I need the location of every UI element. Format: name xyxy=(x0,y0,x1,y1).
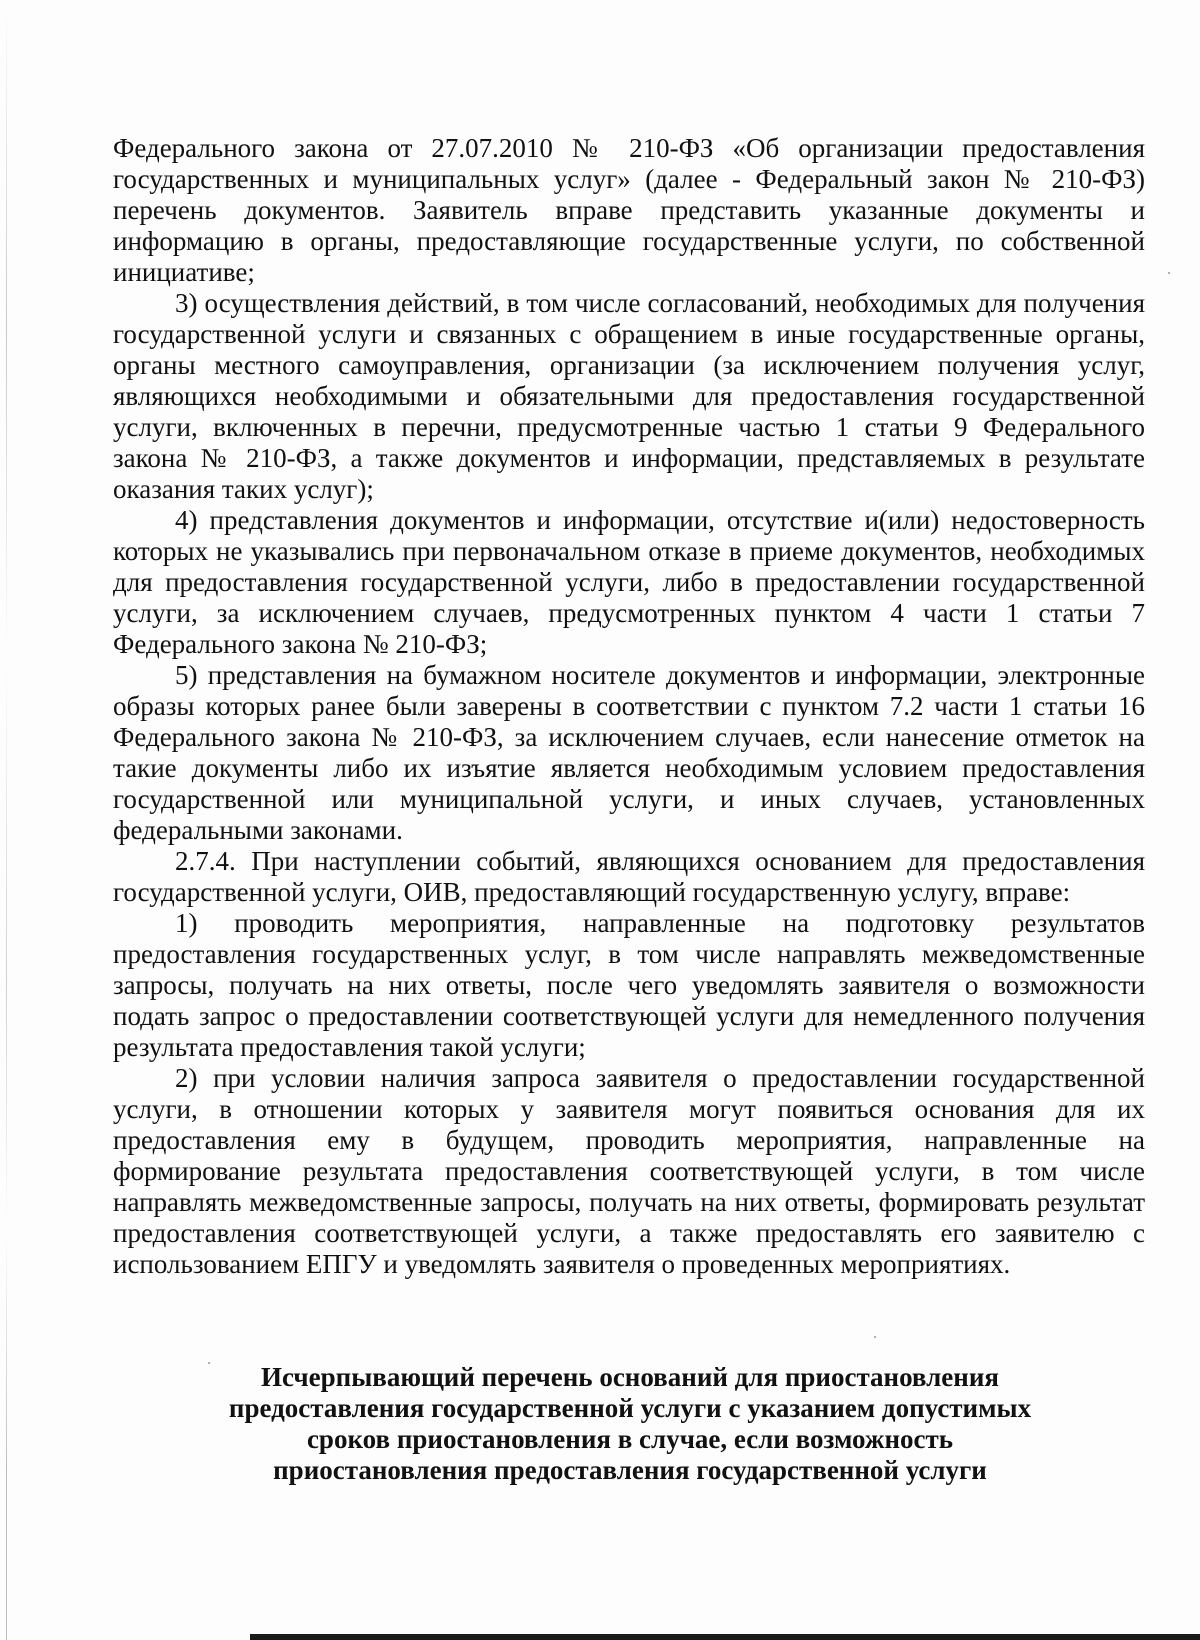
body-text xyxy=(113,133,1145,1280)
paragraph-subitem-1: 1) проводить мероприятия, направленные на подготовку результатов предоставления государственных услуг, в том числе направлять межведомственные запросы, получать на них ответы, после чего уведомлять заявителя о возможности подать запрос о предоставлении соответствующей услуги для немедленного получения результата предоставления такой услуги; xyxy=(113,908,1145,1062)
scan-speck xyxy=(874,1336,876,1338)
paragraph-continuation: Федерального закона от 27.07.2010 № 210-ФЗ «Об организации предоставления государственных и муниципальных услуг» (далее - Федеральный закон № 210-ФЗ) перечень документов. Заявитель вправе представить указанные документы и информацию в органы, предоставляющие государственные услуги, по собственной инициативе; xyxy=(113,133,1145,287)
scan-edge-left xyxy=(6,0,7,1640)
heading-line-3: сроков приостановления в случае, если возможность xyxy=(306,1424,954,1454)
paragraph-item-5: 5) представления на бумажном носителе документов и информации, электронные образы которых ранее были заверены в соответствии с пунктом 7.2 части 1 статьи 16 Федерального закона № 210-ФЗ, за исключением случаев, если нанесение отметок на такие документы либо их изъятие является необходимым условием предоставления государственной или муниципальной услуги, и иных случаев, установленных федеральными законами. xyxy=(113,660,1145,845)
scan-speck xyxy=(208,1362,210,1364)
paragraph-item-3: 3) осуществления действий, в том числе согласований, необходимых для получения государственной услуги и связанных с обращением в иные государственные органы, органы местного самоуправления, организации (за исключением получения услуг, являющихся необходимыми и обязательными для предоставления государственной услуги, включенных в перечни, предусмотренные частью 1 статьи 9 Федерального закона № 210-ФЗ, а также документов и информации, представляемых в результате оказания таких услуг); xyxy=(113,288,1145,504)
scan-speck xyxy=(1168,272,1170,274)
heading-line-4: приостановления предоставления государственной услуги xyxy=(273,1455,987,1485)
heading-line-1: Исчерпывающий перечень оснований для приостановления xyxy=(260,1362,1000,1392)
heading-line-2: предоставления государственной услуги с указанием допустимых xyxy=(228,1393,1032,1423)
scan-edge-bottom xyxy=(250,1634,1200,1640)
paragraph-clause-2-7-4: 2.7.4. При наступлении событий, являющихся основанием для предоставления государственной услуги, ОИВ, предоставляющий государственную услугу, вправе: xyxy=(113,846,1145,907)
section-heading xyxy=(180,1362,1080,1486)
paragraph-item-4: 4) представления документов и информации, отсутствие и(или) недостоверность которых не указывались при первоначальном отказе в приеме документов, необходимых для предоставления государственной услуги, либо в предоставлении государственной услуги, за исключением случаев, предусмотренных пунктом 4 части 1 статьи 7 Федерального закона № 210-ФЗ; xyxy=(113,505,1145,659)
paragraph-subitem-2: 2) при условии наличия запроса заявителя о предоставлении государственной услуги, в отношении которых у заявителя могут появиться основания для их предоставления ему в будущем, проводить мероприятия, направленные на формирование результата предоставления соответствующей услуги, в том числе направлять межведомственные запросы, получать на них ответы, формировать результат предоставления соответствующей услуги, а также предоставлять его заявителю с использованием ЕПГУ и уведомлять заявителя о проведенных мероприятиях. xyxy=(113,1063,1145,1279)
